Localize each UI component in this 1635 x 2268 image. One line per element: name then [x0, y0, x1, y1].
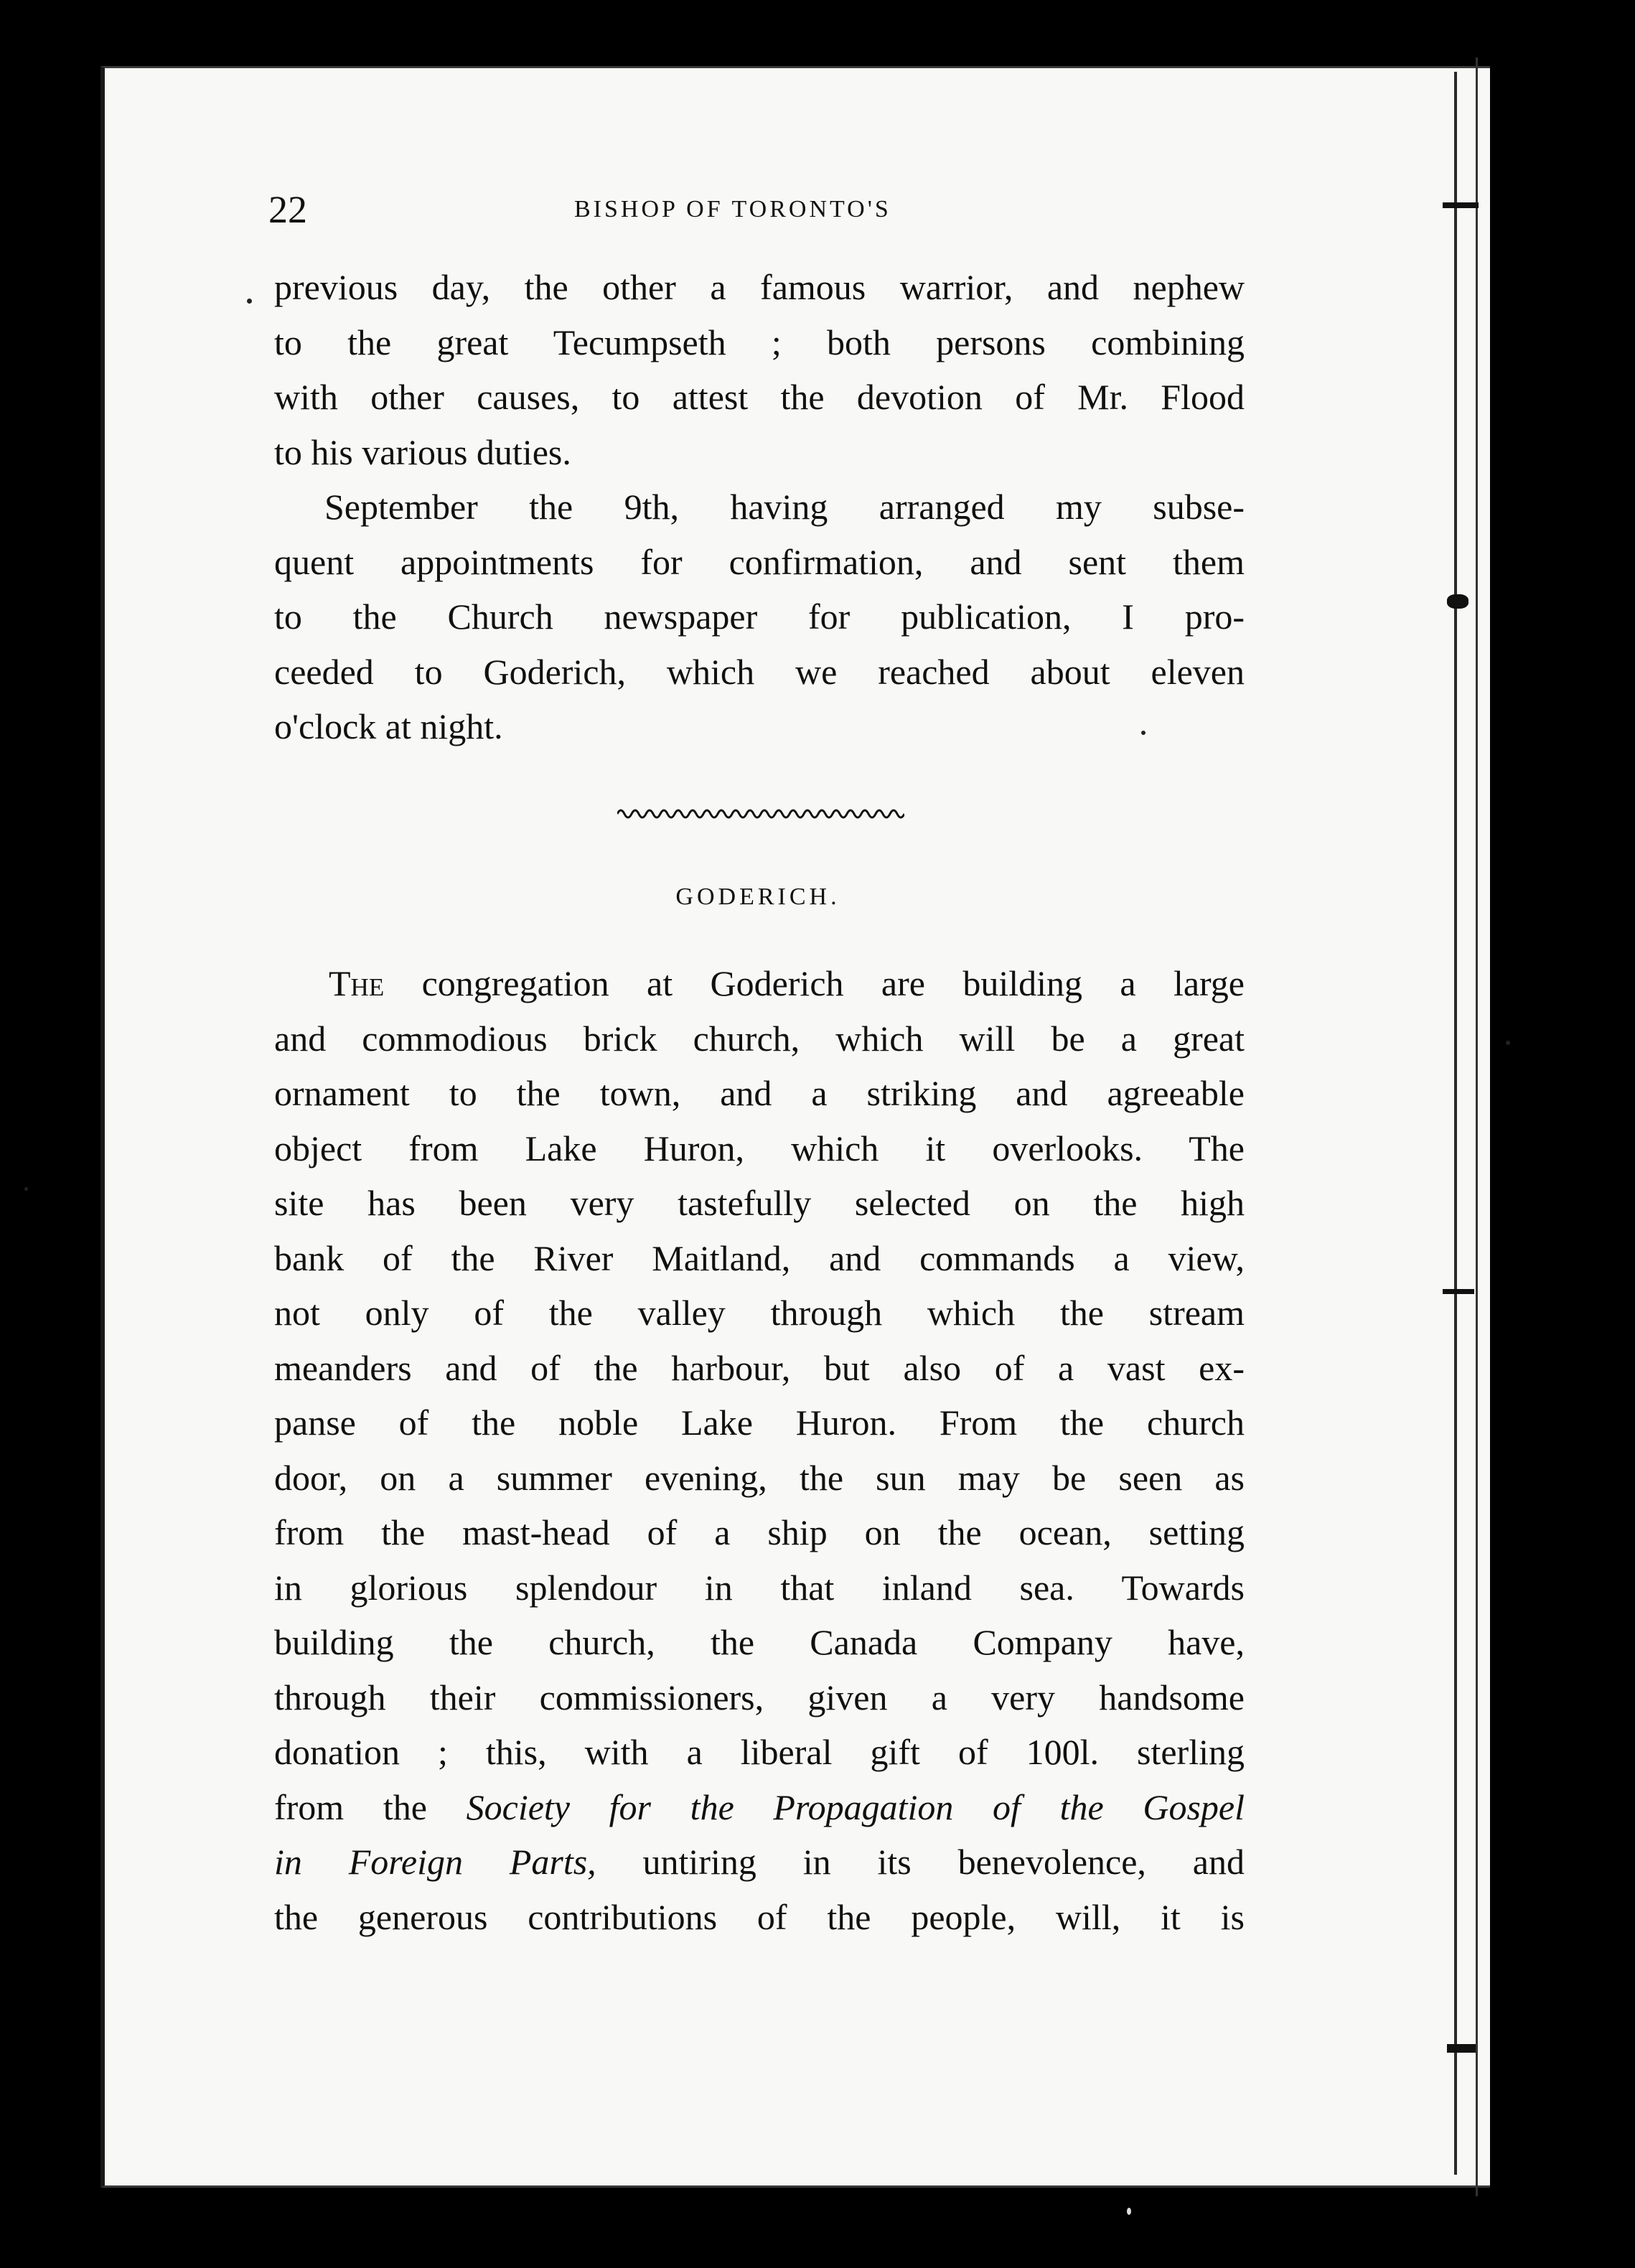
- binding-edge-line: [1476, 57, 1478, 2196]
- dust-speck: [1127, 2208, 1131, 2215]
- text-line: September the 9th, having arranged my subse-: [324, 487, 1245, 527]
- binding-gutter-line: [1454, 72, 1457, 2175]
- text-line: building the church, the Canada Company have,: [274, 1622, 1245, 1662]
- paragraph-september: [274, 479, 1245, 754]
- text-line: [274, 1780, 1245, 1835]
- text-line: with other causes, to attest the devotion of Mr. Flood: [274, 377, 1245, 417]
- text-line: through their commissioners, given a very handsome: [274, 1677, 1245, 1718]
- text-line: to his various duties.: [274, 431, 571, 472]
- paragraph-continued: [274, 260, 1245, 479]
- text-line: object from Lake Huron, which it overlooks. The: [274, 1128, 1245, 1168]
- wavy-ornament-divider: [617, 805, 904, 823]
- italic-society-name-cont: in Foreign Parts,: [274, 1842, 596, 1882]
- drop-word: The: [329, 963, 385, 1003]
- dust-speck: [1506, 1041, 1510, 1045]
- text-line: site has been very tastefully selected on the high: [274, 1183, 1245, 1223]
- line-text: from the: [274, 1786, 467, 1827]
- text-line: donation ; this, with a liberal gift of 100l. sterling: [274, 1732, 1245, 1772]
- text-line: [274, 956, 1245, 1011]
- text-line: and commodious brick church, which will be a great: [274, 1018, 1245, 1059]
- gutter-mark: [1443, 202, 1479, 208]
- gutter-mark: [1447, 594, 1468, 609]
- running-title: BISHOP OF TORONTO'S: [574, 196, 891, 222]
- line-text: congregation at Goderich are building a large: [421, 963, 1245, 1003]
- text-line: ornament to the town, and a striking and agreeable: [274, 1073, 1245, 1113]
- text-line: ceeded to Goderich, which we reached about eleven: [274, 651, 1245, 692]
- page-number: 22: [268, 188, 307, 231]
- section-heading: GODERICH.: [675, 884, 840, 910]
- paragraph-goderich: [274, 956, 1245, 1944]
- text-line: from the mast-head of a ship on the ocean, setting: [274, 1512, 1245, 1552]
- text-line: to the Church newspaper for publication, I pro-: [274, 596, 1245, 637]
- text-line: door, on a summer evening, the sun may be seen as: [274, 1457, 1245, 1498]
- text-line: in glorious splendour in that inland sea. Towards: [274, 1567, 1245, 1608]
- text-line: previous day, the other a famous warrior, and nephew: [274, 267, 1245, 307]
- text-line: panse of the noble Lake Huron. From the church: [274, 1402, 1245, 1443]
- text-line: quent appointments for confirmation, and sent them: [274, 541, 1245, 582]
- dust-speck: [24, 1187, 28, 1191]
- line-text: untiring in its benevolence, and: [596, 1842, 1245, 1882]
- italic-society-name: Society for the Propagation of the Gospel: [466, 1786, 1245, 1827]
- text-line: bank of the River Maitland, and commands a view,: [274, 1237, 1245, 1278]
- text-line: o'clock at night.: [274, 706, 503, 746]
- gutter-mark: [1443, 1289, 1474, 1294]
- text-line: [274, 1834, 1245, 1890]
- text-line: the generous contributions of the people, will, it is: [274, 1896, 1245, 1937]
- gutter-mark: [1447, 2044, 1476, 2053]
- text-line: not only of the valley through which the stream: [274, 1293, 1245, 1333]
- running-head: [268, 188, 1259, 231]
- text-line: to the great Tecumpseth ; both persons combining: [274, 322, 1245, 362]
- text-line: meanders and of the harbour, but also of a vast ex-: [274, 1347, 1245, 1388]
- dust-speck: [247, 299, 252, 304]
